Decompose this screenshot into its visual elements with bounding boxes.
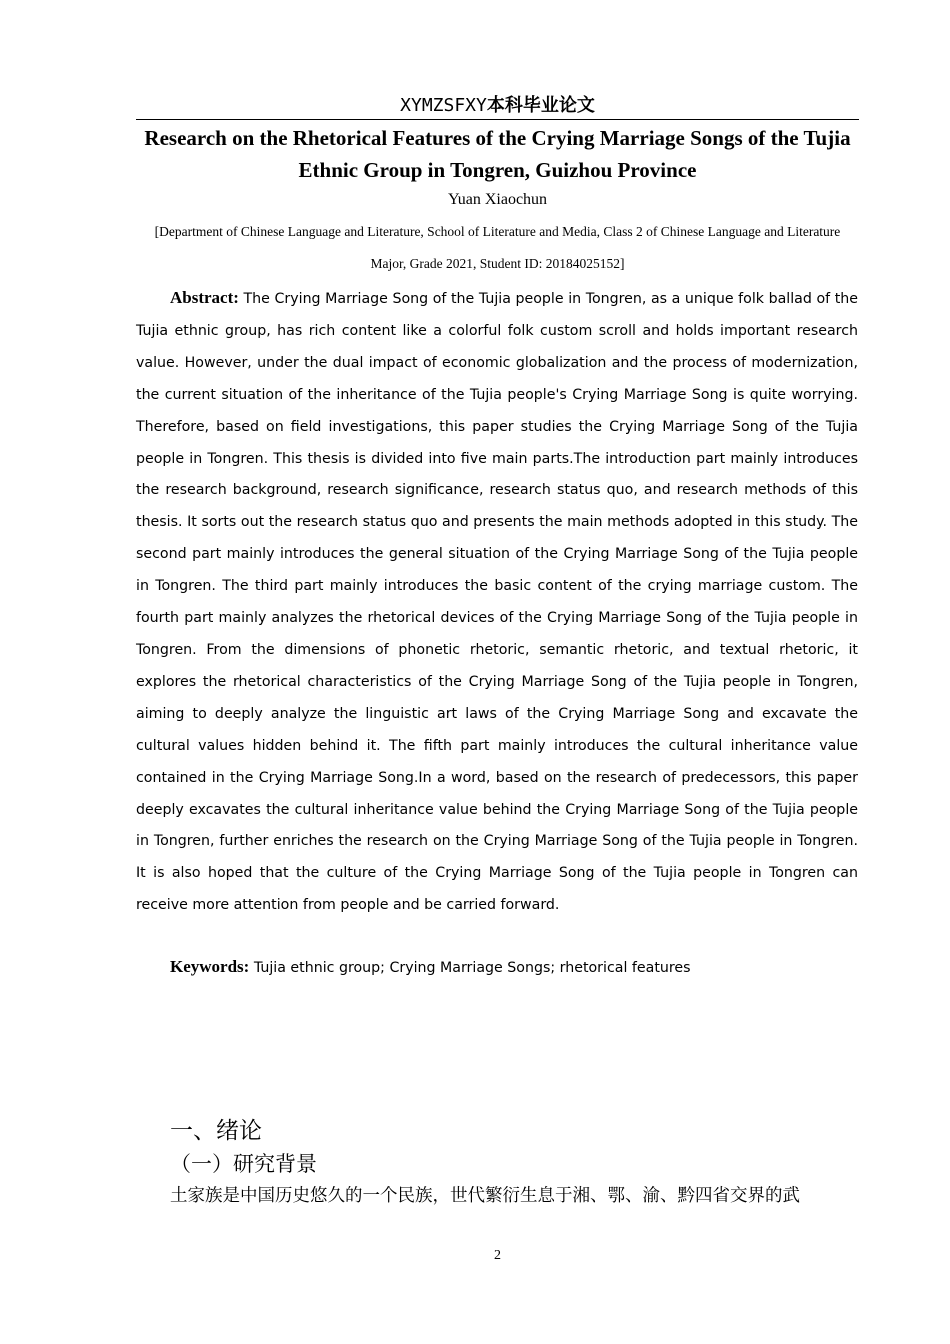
- keywords-label: Keywords:: [170, 957, 250, 976]
- header-code: XYMZSFXY: [400, 95, 487, 116]
- header-label: 本科毕业论文: [486, 95, 595, 116]
- section-heading: 一、绪论: [170, 1118, 262, 1144]
- paper-title: Research on the Rhetorical Features of the Crying Marriage Songs of the Tujia Ethnic Group in Tongren, Guizhou Province: [144, 126, 851, 182]
- keywords-text: Tujia ethnic group; Crying Marriage Songs; rhetorical features: [253, 960, 691, 976]
- abstract-label: Abstract:: [170, 288, 239, 307]
- body-paragraph: 土家族是中国历史悠久的一个民族，世代繁衍生息于湘、鄂、渝、黔四省交界的武: [170, 1186, 800, 1206]
- keywords-line: [136, 952, 858, 983]
- running-header: [136, 94, 859, 118]
- page-number: 2: [494, 1248, 501, 1263]
- abstract-text: The Crying Marriage Song of the Tujia people in Tongren, as a unique folk ballad of the Tujia ethnic group, has rich content like a colorful folk custom scroll and holds important research value. However, under the dual impact of economic globalization and the process of modernization, the current situation of the inheritance of the Tujia people's Crying Marriage Song is quite worrying. Therefore, based on field investigations, this paper studies the Crying Marriage Song of the Tujia people in Tongren. This thesis is divided into five main parts.The introduction part mainly introduces the research background, research significance, research status quo, and research methods of this thesis. It sorts out the research status quo and presents the main methods adopted in this study. The second part mainly introduces the general situation of the Crying Marriage Song of the Tujia people in Tongren. The third part mainly introduces the basic content of the crying marriage custom. The fourth part mainly analyzes the rhetorical devices of the Crying Marriage Song of the Tujia people in Tongren. From the dimensions of phonetic rhetoric, semantic rhetoric, and textual rhetoric, it explores the rhetorical characteristics of the Crying Marriage Song of the Tujia people in Tongren, aiming to deeply analyze the linguistic art laws of the Crying Marriage Song and excavate the cultural values hidden behind it. The fifth part mainly introduces the cultural inheritance value contained in the Crying Marriage Song.In a word, based on the research of predecessors, this paper deeply excavates the cultural inheritance value behind the Crying Marriage Song of the Tujia people in Tongren, further enriches the research on the Crying Marriage Song of the Tujia people in Tongren. It is also hoped that the culture of the Crying Marriage Song of the Tujia people in Tongren can receive more attention from people and be carried forward.: [136, 291, 858, 914]
- abstract-paragraph: [136, 282, 858, 922]
- author-name: Yuan Xiaochun: [447, 191, 548, 208]
- subsection-heading: （一）研究背景: [170, 1152, 317, 1176]
- author-affiliation: [Department of Chinese Language and Literature, School of Literature and Media, Class 2 of Chinese Language and Literature Major, Grade 2021, Student ID: 20184025152]: [154, 224, 841, 271]
- header-divider: [136, 119, 859, 120]
